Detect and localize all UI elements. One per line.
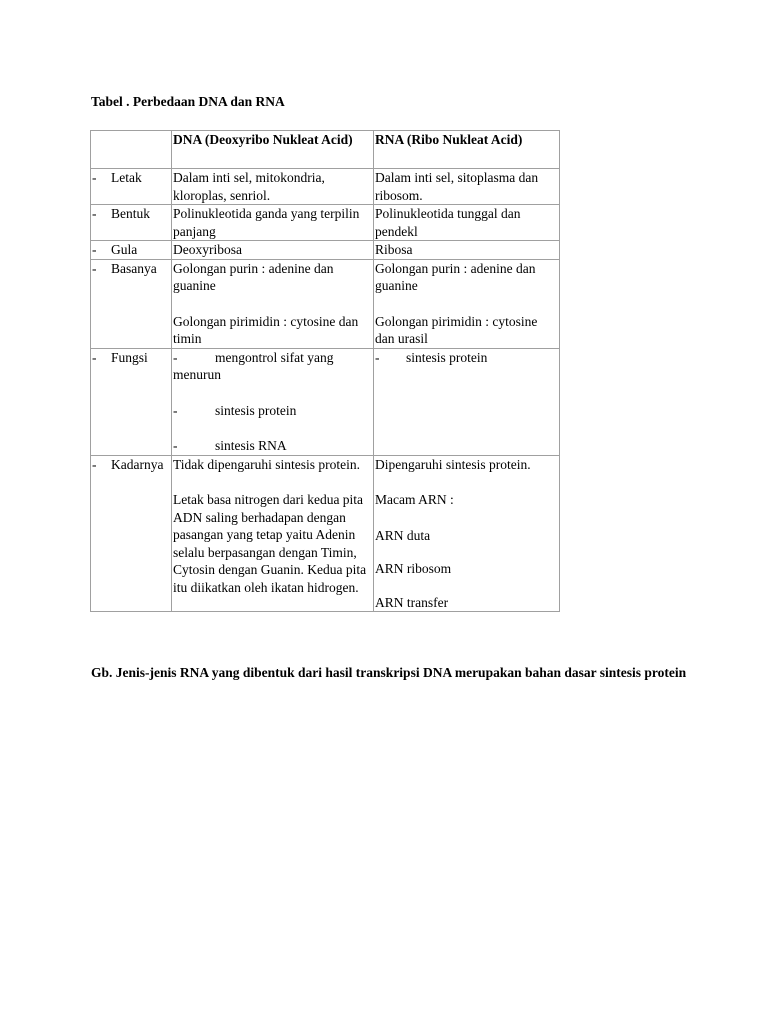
table-row: [91, 241, 560, 260]
rna-macam: Macam ARN :: [375, 492, 454, 507]
fungsi-item: - sintesis protein: [173, 402, 297, 418]
row-label-gula: Gula: [111, 242, 138, 257]
cell-dna-basanya: [172, 259, 374, 348]
cell-dna-bentuk: Polinukleotida ganda yang terpilin panjang: [172, 205, 374, 241]
rna-pirimidin: Golongan pirimidin : cytosine dan urasil: [375, 313, 538, 346]
header-empty: [91, 131, 172, 169]
row-dash: -: [92, 242, 97, 257]
row-label-basanya: Basanya: [111, 260, 157, 276]
row-dash: -: [92, 170, 97, 185]
header-rna: RNA (Ribo Nukleat Acid): [374, 131, 560, 169]
cell-rna-gula: Ribosa: [374, 241, 560, 260]
cell-dna-gula: Deoxyribosa: [172, 241, 374, 260]
table-row: [91, 455, 560, 612]
row-label-fungsi: Fungsi: [111, 349, 148, 365]
row-dash: -: [92, 206, 97, 221]
table-header-row: [91, 131, 560, 169]
dna-rna-table: [90, 130, 560, 612]
table-row: [91, 259, 560, 348]
dna-kadar-2: Letak basa nitrogen dari kedua pita ADN saling berhadapan dengan pasangan yang tetap yaitu Adenin selalu berpasangan dengan Timin, Cytosin dengan Guanin. Kedua pita itu diikatkan oleh ikatan hidrogen.: [173, 492, 367, 595]
table-row: [91, 348, 560, 455]
row-dash: -: [92, 260, 97, 276]
header-dna: DNA (Deoxyribo Nukleat Acid): [172, 131, 374, 169]
row-label-bentuk: Bentuk: [111, 206, 150, 221]
item-dash: -: [173, 402, 178, 418]
row-label-letak: Letak: [111, 170, 142, 185]
dna-pirimidin: Golongan pirimidin : cytosine dan timin: [173, 313, 359, 346]
dna-purin: Golongan purin : adenine dan guanine: [173, 260, 334, 293]
row-dash: -: [92, 456, 97, 472]
rna-kadar-1: Dipengaruhi sintesis protein.: [375, 456, 531, 472]
rna-purin: Golongan purin : adenine dan guanine: [375, 260, 536, 293]
fungsi-item: - mengontrol sifat yang menurun: [173, 349, 334, 382]
item-dash: -: [173, 349, 178, 365]
cell-dna-kadarnya: [172, 455, 374, 612]
cell-rna-letak: Dalam inti sel, sitoplasma dan ribosom.: [374, 169, 560, 205]
rna-transfer: ARN transfer: [375, 594, 449, 610]
fungsi-item: - sintesis protein: [375, 349, 488, 365]
cell-dna-letak: Dalam inti sel, mitokondria, kloroplas, senriol.: [172, 169, 374, 205]
table-row: [91, 205, 560, 241]
fungsi-item: - sintesis RNA: [173, 438, 287, 453]
figure-caption: Gb. Jenis-jenis RNA yang dibentuk dari hasil transkripsi DNA merupakan bahan dasar sintesis protein: [91, 665, 687, 680]
dna-kadar-1: Tidak dipengaruhi sintesis protein.: [173, 456, 360, 472]
cell-rna-kadarnya: [374, 455, 560, 612]
rna-ribosom: ARN ribosom: [375, 561, 452, 576]
row-label-kadarnya: Kadarnya: [111, 456, 164, 472]
item-dash: -: [173, 438, 178, 453]
cell-dna-fungsi: [172, 348, 374, 455]
rna-duta: ARN duta: [375, 527, 431, 543]
item-dash: -: [375, 349, 380, 365]
table-title: Tabel . Perbedaan DNA dan RNA: [91, 94, 285, 109]
cell-rna-fungsi: [374, 348, 560, 455]
table-row: [91, 169, 560, 205]
cell-rna-bentuk: Polinukleotida tunggal dan pendekl: [374, 205, 560, 241]
cell-rna-basanya: [374, 259, 560, 348]
row-dash: -: [92, 349, 97, 365]
